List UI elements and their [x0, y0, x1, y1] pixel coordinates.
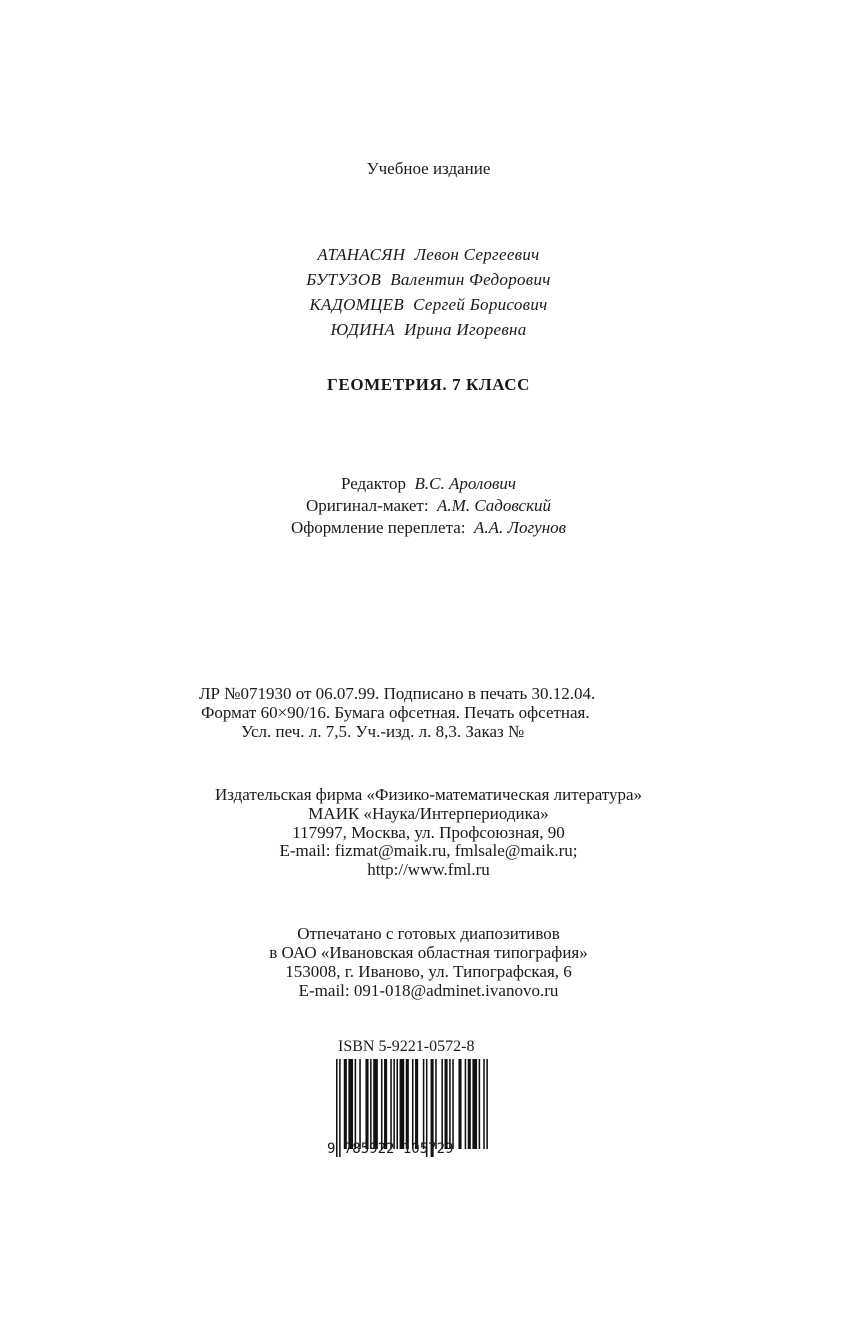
isbn-label: ISBN 5-9221-0572-8: [338, 1038, 475, 1055]
barcode-bar: [393, 1059, 395, 1149]
barcode-bar: [406, 1059, 409, 1149]
author-surname: КАДОМЦЕВ: [309, 295, 405, 314]
barcode-bar: [373, 1059, 378, 1149]
publisher-email: E-mail: fizmat@maik.ru, fmlsale@maik.ru;: [279, 841, 578, 860]
credit-role: Редактор: [340, 474, 406, 493]
barcode-bar: [486, 1059, 488, 1149]
credit-cover: [0, 518, 857, 538]
barcode-bar: [390, 1059, 392, 1149]
barcode-bar: [441, 1059, 443, 1149]
printer-line: 153008, г. Иваново, ул. Типографская, 6: [285, 962, 572, 981]
book-title: ГЕОМЕТРИЯ. 7 КЛАСС: [326, 375, 530, 394]
barcode-bar: [435, 1059, 437, 1149]
credit-name: А.М. Садовский: [437, 496, 552, 515]
author-given-name: Левон Сергеевич: [414, 245, 540, 264]
barcode-bar: [370, 1059, 372, 1149]
barcode-bar: [452, 1059, 454, 1149]
printer-line: в ОАО «Ивановская областная типография»: [269, 943, 588, 962]
barcode-bar: [449, 1059, 451, 1149]
credit-role: Оригинал-макет:: [305, 496, 429, 515]
barcode-bar: [348, 1059, 353, 1149]
author-4: [0, 320, 857, 340]
author-surname: АТАНАСЯН: [317, 245, 406, 264]
credit-role: Оформление переплета:: [290, 518, 466, 537]
author-2: [0, 270, 857, 290]
barcode-bar: [415, 1059, 418, 1149]
credit-name: В.С. Аролович: [414, 474, 517, 493]
edition-type: Учебное издание: [366, 159, 491, 178]
barcode-bar: [412, 1059, 414, 1149]
barcode-bar: [445, 1059, 448, 1149]
author-given-name: Ирина Игоревна: [404, 320, 527, 339]
author-surname: ЮДИНА: [330, 320, 396, 339]
credit-layout: [0, 496, 857, 516]
barcode-bar: [458, 1059, 461, 1149]
imprint-line: Усл. печ. л. 7,5. Уч.-изд. л. 8,3. Заказ №: [241, 722, 525, 741]
barcode-bar: [423, 1059, 425, 1149]
publisher-line: Издательская фирма «Физико-математическая литература»: [214, 785, 643, 804]
printer-email: E-mail: 091-018@adminet.ivanovo.ru: [298, 981, 559, 1000]
author-3: [0, 295, 857, 315]
author-surname: БУТУЗОВ: [306, 270, 382, 289]
barcode-bar: [483, 1059, 485, 1149]
printer-line: Отпечатано с готовых диапозитивов: [297, 924, 560, 943]
barcode-bar: [479, 1059, 481, 1149]
barcode-bar: [344, 1059, 347, 1149]
barcode-number: 9 785922 105729: [327, 1141, 454, 1157]
barcode-bar: [465, 1059, 467, 1149]
barcode-bar: [384, 1059, 387, 1149]
credit-editor: [0, 474, 857, 494]
author-given-name: Сергей Борисович: [413, 295, 548, 314]
barcode-bar: [472, 1059, 477, 1149]
imprint-line: ЛР №071930 от 06.07.99. Подписано в печать 30.12.04.: [199, 684, 596, 703]
barcode-bar: [381, 1059, 383, 1149]
barcode-bar: [400, 1059, 405, 1149]
author-given-name: Валентин Федорович: [390, 270, 551, 289]
publisher-url: http://www.fml.ru: [367, 860, 490, 879]
barcode-bar: [468, 1059, 471, 1149]
barcode-bar: [355, 1059, 357, 1149]
barcode-bar: [396, 1059, 398, 1149]
publisher-line: МАИК «Наука/Интерпериодика»: [308, 804, 549, 823]
imprint-line: Формат 60×90/16. Бумага офсетная. Печать офсетная.: [201, 703, 590, 722]
credit-name: А.А. Логунов: [474, 518, 567, 537]
barcode-bar: [365, 1059, 368, 1149]
barcode-bar: [359, 1059, 361, 1149]
author-1: [0, 245, 857, 265]
publisher-line: 117997, Москва, ул. Профсоюзная, 90: [292, 823, 565, 842]
